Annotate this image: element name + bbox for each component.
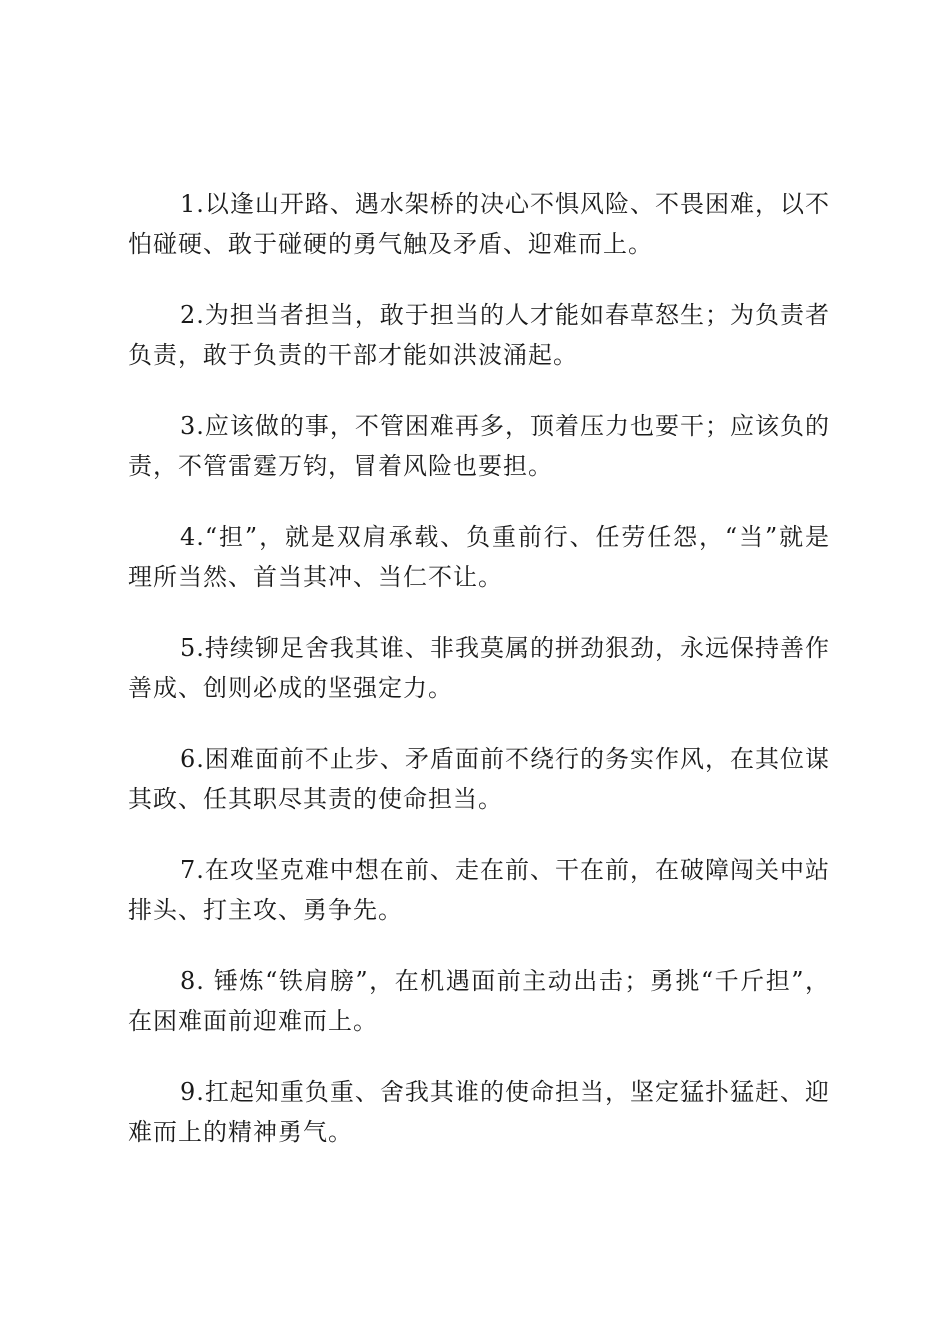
- paragraph-1: 1.以逢山开路、遇水架桥的决心不惧风险、不畏困难，以不怕碰硬、敢于碰硬的勇气触及矛盾、迎难而上。: [128, 190, 830, 258]
- paragraph-5: 5.持续铆足舍我其谁、非我莫属的拼劲狠劲，永远保持善作善成、创则必成的坚强定力。: [128, 634, 830, 702]
- paragraph-4: 4.“担”，就是双肩承载、负重前行、任劳任怨，“当”就是理所当然、首当其冲、当仁不让。: [128, 523, 830, 591]
- paragraph-6: 6.困难面前不止步、矛盾面前不绕行的务实作风，在其位谋其政、任其职尽其责的使命担当。: [128, 745, 830, 813]
- paragraph-7: 7.在攻坚克难中想在前、走在前、干在前，在破障闯关中站排头、打主攻、勇争先。: [128, 856, 830, 924]
- paragraph-2: 2.为担当者担当，敢于担当的人才能如春草怒生；为负责者负责，敢于负责的干部才能如洪波涌起。: [128, 301, 830, 369]
- paragraph-8: 8. 锤炼“铁肩膀”，在机遇面前主动出击；勇挑“千斤担”，在困难面前迎难而上。: [128, 967, 830, 1035]
- paragraph-3: 3.应该做的事，不管困难再多，顶着压力也要干；应该负的责，不管雷霆万钧，冒着风险也要担。: [128, 412, 830, 480]
- paragraph-9: 9.扛起知重负重、舍我其谁的使命担当，坚定猛扑猛赶、迎难而上的精神勇气。: [128, 1078, 830, 1146]
- document-body: [128, 184, 830, 1183]
